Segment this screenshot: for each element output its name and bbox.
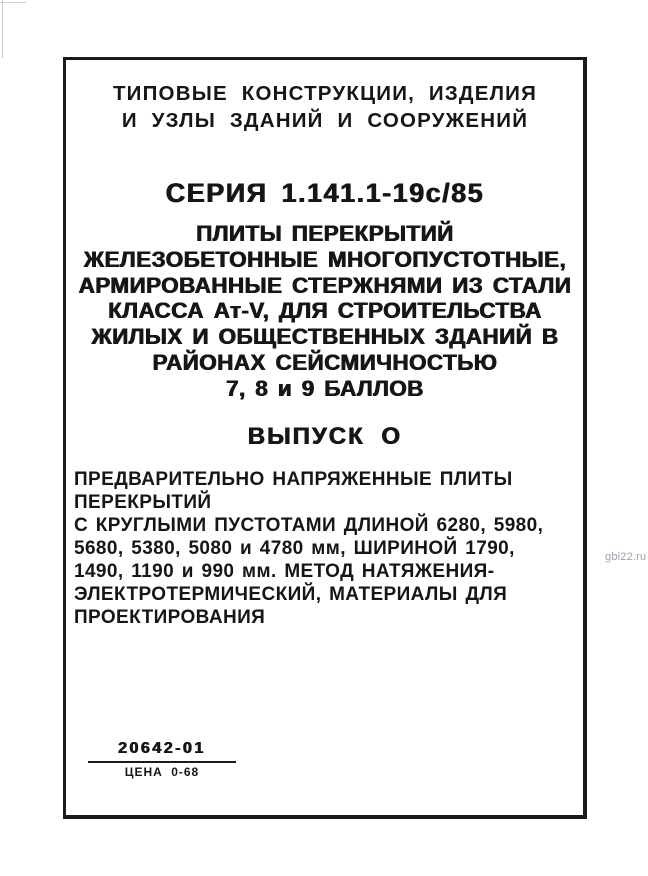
document-title-block	[63, 221, 587, 402]
description-line: ЭЛЕКТРОТЕРМИЧЕСКИЙ, МАТЕРИАЛЫ ДЛЯ	[74, 584, 508, 605]
title-line: ПЛИТЫ ПЕРЕКРЫТИЙ	[196, 221, 454, 246]
description-line: С КРУГЛЫМИ ПУСТОТАМИ ДЛИНОЙ 6280, 5980,	[74, 515, 544, 536]
title-line: РАЙОНАХ СЕЙСМИЧНОСТЬЮ	[152, 349, 498, 375]
header-line-1: ТИПОВЫЕ КОНСТРУКЦИИ, ИЗДЕЛИЯ	[112, 82, 538, 105]
watermark-text: gbi22.ru	[605, 551, 647, 563]
scan-edge-artifact	[0, 2, 26, 3]
stamp-code: 20642-01	[88, 740, 236, 763]
description-line: ПРОЕКТИРОВАНИЯ	[74, 607, 266, 628]
title-line: ЖЕЛЕЗОБЕТОННЫЕ МНОГОПУСТОТНЫЕ,	[83, 246, 567, 272]
scan-edge-artifact	[2, 0, 3, 58]
description-block	[74, 468, 580, 629]
document-stamp	[88, 740, 236, 779]
stamp-price-label: ЦЕНА	[124, 765, 163, 779]
title-line: АРМИРОВАННЫЕ СТЕРЖНЯМИ ИЗ СТАЛИ	[78, 272, 572, 298]
issue-label: ВЫПУСК О	[247, 423, 403, 450]
description-line: 1490, 1190 и 990 мм. МЕТОД НАТЯЖЕНИЯ-	[74, 561, 495, 582]
stamp-price-value: 0-68	[171, 765, 200, 779]
title-line: ЖИЛЫХ И ОБЩЕСТВЕННЫХ ЗДАНИЙ В	[91, 324, 559, 350]
header-line-2: И УЗЛЫ ЗДАНИЙ И СООРУЖЕНИЙ	[121, 109, 529, 132]
series-title: СЕРИЯ 1.141.1-19с/85	[165, 178, 485, 208]
title-line: 7, 8 и 9 БАЛЛОВ	[226, 375, 424, 401]
document-header	[63, 80, 587, 134]
description-line: ПРЕДВАРИТЕЛЬНО НАПРЯЖЕННЫЕ ПЛИТЫ ПЕРЕКРЫТИЙ	[74, 469, 513, 513]
title-line: КЛАССА Ат-V, ДЛЯ СТРОИТЕЛЬСТВА	[108, 298, 542, 324]
description-line: 5680, 5380, 5080 и 4780 мм, ШИРИНОЙ 1790,	[74, 538, 515, 559]
stamp-price	[88, 765, 236, 779]
